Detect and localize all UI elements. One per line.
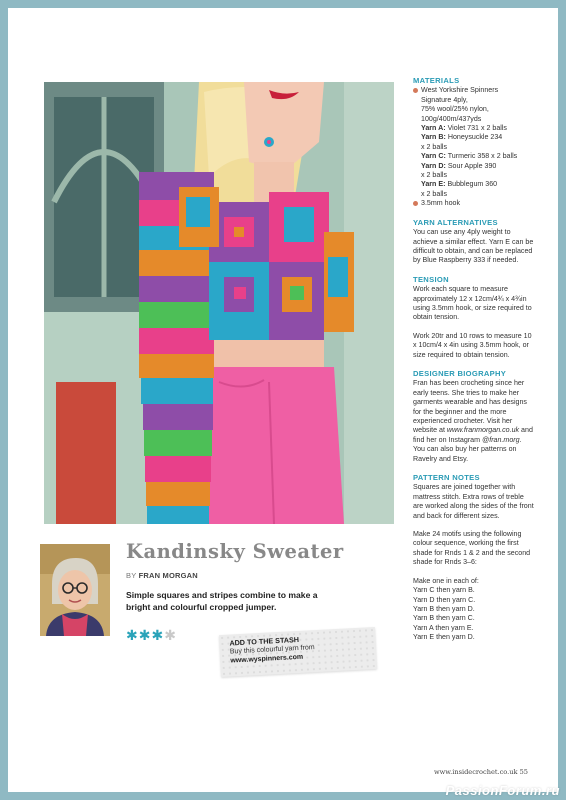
- stash-line: Buy this colourful yarn from: [229, 643, 315, 656]
- stash-heading: ADD TO THE STASH: [229, 634, 300, 648]
- sequence-item: Yarn E then yarn D.: [413, 633, 475, 642]
- materials-hook: 3.5mm hook: [413, 199, 535, 208]
- sequence-item: Yarn A then yarn E.: [413, 623, 474, 632]
- sequence-item: Yarn B then yarn C.: [413, 614, 475, 623]
- yarn-alternatives-heading: YARN ALTERNATIVES: [413, 217, 498, 227]
- designer-website: www.franmorgan.co.uk: [446, 426, 520, 435]
- yarn-line: Signature 4ply,: [421, 95, 468, 104]
- tension-text-1: Work each square to measure approximately 12 x 12cm/4¾ x 4¾in using 3.5mm hook, or size required to obtain tension.: [413, 285, 532, 322]
- materials-yarn: [413, 86, 535, 199]
- difficulty-rating: [126, 627, 177, 644]
- tension-text-2: Work 20tr and 10 rows to measure 10 x 10cm/4 x 4in using 3.5mm hook, or size required to obtain tension.: [413, 331, 532, 359]
- author-name: FRAN MORGAN: [138, 571, 198, 580]
- standfirst: Simple squares and stripes combine to make a bright and colourful cropped jumper.: [126, 590, 318, 612]
- yarn-brand: West Yorkshire Spinners: [421, 86, 499, 95]
- yarn-item: Yarn A: Violet 731 x 2 balls: [421, 124, 507, 133]
- yarn-fibre: 75% wool/25% nylon,: [421, 105, 489, 114]
- pattern-notes-text-2: Make 24 motifs using the following colour sequence, working the first shade for Rnds 1 & 2 and the second shade for Rnds 3–6:: [413, 530, 531, 567]
- pattern-notes-heading: PATTERN NOTES: [413, 473, 480, 483]
- page-footer: [434, 768, 528, 776]
- yarn-alternatives-text: You can use any 4ply weight to achieve a similar effect. Yarn E can be difficult to obtain, and can be replaced by Blue Raspberry 333 if needed.: [413, 228, 534, 265]
- yarn-item-cont: x 2 balls: [421, 142, 448, 151]
- pattern-notes-intro: Make one in each of:: [413, 576, 479, 585]
- yarn-item: Yarn C: Turmeric 358 x 2 balls: [421, 152, 518, 161]
- bullet-dot: [413, 201, 418, 206]
- magazine-page: [8, 8, 558, 792]
- star-filled-icon: ✱: [126, 627, 139, 643]
- stash-url[interactable]: www.wyspinners.com: [230, 653, 304, 665]
- byline-prefix: BY: [126, 571, 137, 580]
- star-filled-icon: ✱: [151, 627, 165, 643]
- sweater-photo: [44, 82, 394, 524]
- star-filled-icon: ✱: [138, 627, 152, 643]
- page-number: 55: [519, 768, 528, 776]
- footer-site: www.insidecrochet.co.uk: [433, 768, 518, 776]
- sequence-item: Yarn B then yarn D.: [413, 604, 475, 613]
- watermark: PassionForum.ru: [445, 783, 560, 798]
- yarn-item: Yarn E: Bubblegum 360: [421, 180, 498, 189]
- tension-heading: TENSION: [413, 274, 449, 284]
- star-empty-icon: ✱: [164, 627, 177, 643]
- article-title: Kandinsky Sweater: [126, 540, 344, 563]
- designer-portrait: [40, 544, 110, 636]
- sequence-item: Yarn C then yarn B.: [413, 586, 475, 595]
- yarn-item-cont: x 2 balls: [421, 171, 448, 180]
- yarn-weight: 100g/400m/437yds: [421, 114, 482, 123]
- materials-heading: MATERIALS: [413, 76, 460, 85]
- pattern-notes-text-1: Squares are joined together with mattress stitch. Extra rows of treble are worked along the sides of the front and back for different sizes.: [413, 483, 534, 520]
- info-column: [413, 76, 535, 643]
- byline: [126, 571, 198, 580]
- bullet-dot: [413, 88, 418, 93]
- designer-text: Fran has been crocheting since her early teens. She tries to make her garments wearable and has designs for the beginner and the more experienced crocheter. Visit her website at www.franmorgan.co.uk and find her on Instagram @fran.morg. You can also buy her patterns on Ravelry and Etsy.: [413, 379, 533, 463]
- add-to-stash-tag: [219, 627, 377, 677]
- yarn-item-cont: x 2 balls: [421, 189, 448, 198]
- sequence-item: Yarn D then yarn C.: [413, 595, 476, 604]
- designer-instagram: @fran.morg: [482, 435, 520, 444]
- yarn-item: Yarn D: Sour Apple 390: [421, 161, 497, 170]
- yarn-item: Yarn B: Honeysuckle 234: [421, 133, 503, 142]
- designer-heading: DESIGNER BIOGRAPHY: [413, 368, 507, 378]
